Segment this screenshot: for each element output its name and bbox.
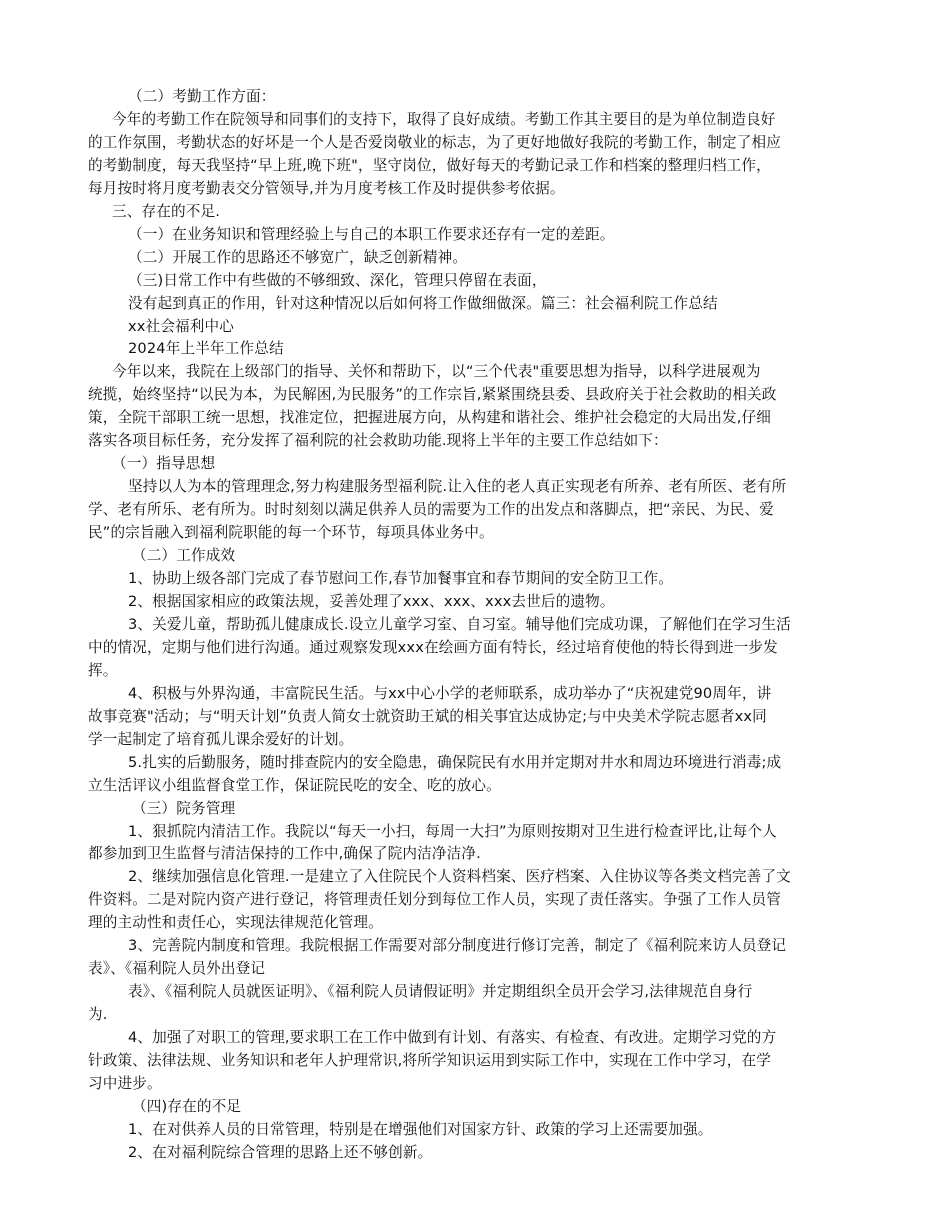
text-line: 故事竞赛"活动；与“明天计划”负责人简女士就资助王斌的相关事宜达成协定;与中央美术学院志愿者xx同	[88, 707, 767, 725]
text-line: 今年以来，我院在上级部门的指导、关怀和帮助下，以“三个代表"重要思想为指导，以科学进展观为	[112, 363, 761, 381]
text-line: （二）开展工作的思路还不够宽广，缺乏创新精神。	[128, 248, 468, 266]
text-line: 3、关爱儿童，帮助孤儿健康成长.设立儿童学习室、自习室。辅导他们完成功课，了解他们在学习生活	[128, 615, 791, 633]
text-line: 件资料。二是对院内资产进行登记，将管理责任划分到每位工作人员，实现了责任落实。争强了工作人员管	[88, 891, 781, 909]
text-line: 的考勤制度，每天我坚持“早上班,晚下班"，坚守岗位，做好每天的考勤记录工作和档案的整理归档工作，	[88, 156, 771, 174]
text-line: 2、继续加强信息化管理.一是建立了入住院民个人资料档案、医疗档案、入住协议等各类文档完善了文	[128, 868, 791, 886]
text-line: 坚持以人为本的管理理念,努力构建服务型福利院.让入住的老人真正实现老有所养、老有所医、老有所	[128, 478, 787, 496]
text-line: （一）在业务知识和管理经验上与自己的本职工作要求还存有一定的差距。	[128, 225, 615, 243]
text-line: 今年的考勤工作在院领导和同事们的支持下，取得了良好成绩。考勤工作其主要目的是为单位制造良好	[112, 110, 776, 128]
text-line: 1、狠抓院内清洁工作。我院以“每天一小扫，每周一大扫”为原则按期对卫生进行检查评比,让每个人	[128, 822, 777, 840]
text-line: 三、存在的不足.	[112, 202, 220, 220]
document-body	[88, 86, 860, 1165]
text-line: 立生活评议小组监督食堂工作，保证院民吃的安全、吃的放心。	[88, 776, 501, 794]
text-line: （三）院务管理	[132, 799, 236, 817]
text-line: （三)日常工作中有些做的不够细致、深化，管理只停留在表面，	[128, 271, 547, 289]
text-line: 每月按时将月度考勤表交分管领导,并为月度考核工作及时提供参考依据。	[88, 179, 565, 197]
text-line: 的工作氛围，考勤状态的好坏是一个人是否爱岗敬业的标志，为了更好地做好我院的考勤工作，制定了相应	[88, 133, 781, 151]
text-line: （四)存在的不足	[132, 1097, 242, 1115]
text-line: 统揽，始终坚持“以民为本，为民解困,为民服务”的工作宗旨,紧紧围绕县委、县政府关于社会救助的相关政	[88, 386, 777, 404]
text-line: 挥。	[88, 661, 118, 679]
text-line: 都参加到卫生监督与清洁保持的工作中,确保了院内洁净洁净.	[88, 845, 481, 863]
text-line: 民”的宗旨融入到福利院职能的每一个环节，每项具体业务中。	[88, 524, 494, 542]
text-line: 中的情况，定期与他们进行沟通。通过观察发现xxx在绘画方面有特长，经过培育使他的特长得到进一步发	[88, 638, 778, 656]
text-line: 策，全院干部职工统一思想，找准定位，把握进展方向，从构建和谐社会、维护社会稳定的大局出发,仔细	[88, 409, 772, 427]
text-line: 理的主动性和责任心，实现法律规范化管理。	[88, 914, 383, 932]
text-line: （二）工作成效	[132, 547, 236, 565]
text-line: xx社会福利中心	[128, 317, 235, 335]
text-line: 针政策、法律法规、业务知识和老年人护理常识,将所学知识运用到实际工作中，实现在工作中学习，在学	[88, 1052, 772, 1070]
text-line: 表》、《福利院人员外出登记	[88, 960, 266, 978]
text-line: 学一起制定了培育孤儿课余爱好的计划。	[88, 730, 354, 748]
text-line: 习中进步。	[88, 1074, 162, 1092]
text-line: 落实各项目标任务，充分发挥了福利院的社会救助功能.现将上半年的主要工作总结如下：	[88, 432, 668, 450]
text-line: 5.扎实的后勤服务，随时排查院内的安全隐患，确保院民有水用并定期对井水和周边环境进行消毒;成	[128, 753, 782, 771]
text-line: 2、根据国家相应的政策法规，妥善处理了xxx、xxx、xxx去世后的遗物。	[128, 592, 615, 610]
text-line: 2024年上半年工作总结	[128, 340, 284, 358]
text-line: 表》、《福利院人员就医证明》、《福利院人员请假证明》并定期组织全员开会学习,法律规范自身行	[128, 983, 753, 1001]
text-line: 3、完善院内制度和管理。我院根据工作需要对部分制度进行修订完善，制定了《福利院来访人员登记	[128, 937, 787, 955]
text-line: 1、在对供养人员的日常管理，特别是在增强他们对国家方针、政策的学习上还需要加强。	[128, 1120, 713, 1138]
text-line: 4、积极与外界沟通，丰富院民生活。与xx中心小学的老师联系，成功举办了“庆祝建党90周年，讲	[128, 684, 772, 702]
text-line: （一）指导思想	[112, 455, 216, 473]
text-line: 1、协助上级各部门完成了春节慰问工作,春节加餐事宜和春节期间的安全防卫工作。	[128, 570, 674, 588]
text-line: 2、在对福利院综合管理的思路上还不够创新。	[128, 1143, 433, 1161]
text-line: 为.	[88, 1006, 108, 1024]
text-line: 4、加强了对职工的管理,要求职工在工作中做到有计划、有落实、有检查、有改进。定期学习党的方	[128, 1029, 777, 1047]
text-line: 没有起到真正的作用，针对这种情况以后如何将工作做细做深。篇三：社会福利院工作总结	[128, 294, 718, 312]
text-line: 学、老有所乐、老有所为。时时刻刻以满足供养人员的需要为工作的出发点和落脚点，把“亲民、为民、爱	[88, 501, 774, 519]
text-line: （二）考勤工作方面：	[128, 88, 276, 105]
